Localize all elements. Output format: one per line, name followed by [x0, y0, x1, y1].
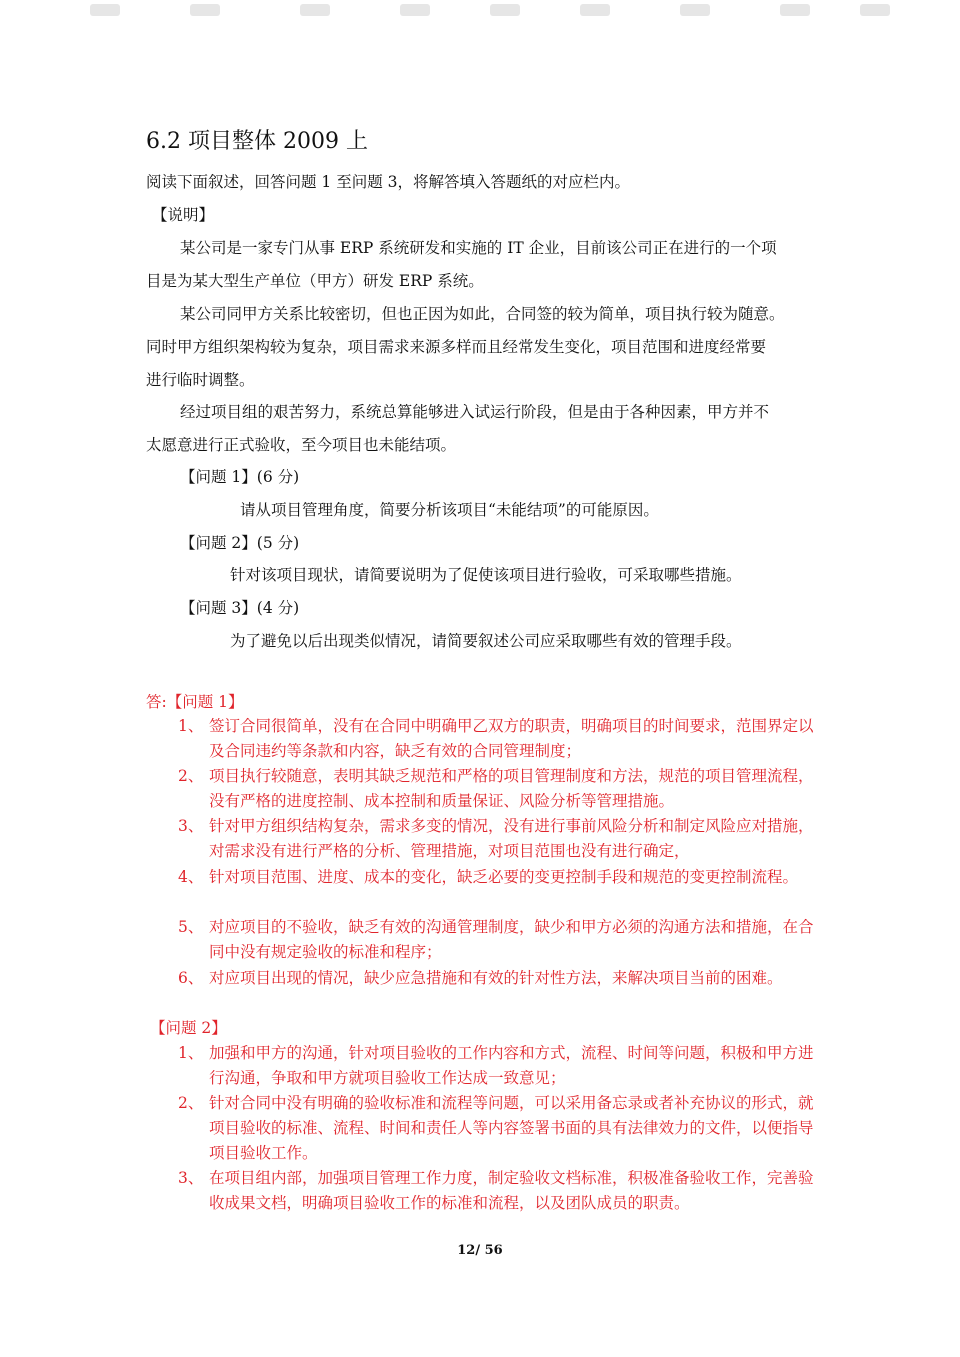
question-3-label: 【问题 3】(4 分) [180, 599, 300, 617]
item-number: 3、 [178, 817, 204, 835]
intro-text: 阅读下面叙述，回答问题 1 至问题 3，将解答填入答题纸的对应栏内。 [146, 173, 631, 191]
item-text: 对应项目的不验收，缺乏有效的沟通管理制度，缺少和甲方必须的沟通方法和措施，在合同中没有规定验收的标准和程序； [209, 918, 814, 961]
paragraph-1-line-2: 目是为某大型生产单位（甲方）研发 ERP 系统。 [146, 272, 484, 290]
question-3-text: 为了避免以后出现类似情况，请简要叙述公司应采取哪些有效的管理手段。 [230, 632, 742, 650]
item-number: 6、 [178, 969, 204, 987]
paragraph-1-line-1: 某公司是一家专门从事 ERP 系统研发和实施的 IT 企业，目前该公司正在进行的一个项 [180, 239, 777, 257]
item-text: 对应项目出现的情况，缺少应急措施和有效的针对性方法，来解决项目当前的困难。 [209, 969, 783, 987]
item-text: 针对项目范围、进度、成本的变化，缺乏必要的变更控制手段和规范的变更控制流程。 [209, 868, 799, 886]
answer-1-item [178, 966, 818, 991]
answer-1-label: 答:【问题 1】 [146, 693, 244, 711]
paragraph-2-line-3: 进行临时调整。 [146, 371, 255, 389]
watermark-strip [0, 0, 960, 30]
item-text: 在项目组内部，加强项目管理工作力度，制定验收文档标准，积极准备验收工作，完善验收成果文档，明确项目验收工作的标准和流程，以及团队成员的职责。 [209, 1169, 814, 1212]
paragraph-3-line-1: 经过项目组的艰苦努力，系统总算能够进入试运行阶段，但是由于各种因素，甲方并不 [180, 403, 770, 421]
question-2-label: 【问题 2】(5 分) [180, 534, 300, 552]
answer-2-item [178, 1166, 818, 1216]
answer-1-item [178, 814, 818, 864]
item-number: 4、 [178, 868, 204, 886]
item-text: 签订合同很简单，没有在合同中明确甲乙双方的职责，明确项目的时间要求，范围界定以及合同违约等条款和内容，缺乏有效的合同管理制度； [209, 717, 814, 760]
item-number: 1、 [178, 717, 204, 735]
item-number: 3、 [178, 1169, 204, 1187]
item-number: 5、 [178, 918, 204, 936]
item-text: 针对合同中没有明确的验收标准和流程等问题，可以采用备忘录或者补充协议的形式，就项目验收的标准、流程、时间和责任人等内容签署书面的具有法律效力的文件，以便指导项目验收工作。 [209, 1094, 814, 1162]
answer-1-item [178, 865, 818, 890]
paragraph-3-line-2: 太愿意进行正式验收，至今项目也未能结项。 [146, 436, 457, 454]
question-1-label: 【问题 1】(6 分) [180, 468, 300, 486]
paragraph-2-line-2: 同时甲方组织架构较为复杂，项目需求来源多样而且经常发生变化，项目范围和进度经常要 [146, 338, 767, 356]
item-text: 项目执行较随意，表明其缺乏规范和严格的项目管理制度和方法，规范的项目管理流程，没有严格的进度控制、成本控制和质量保证、风险分析等管理措施。 [209, 767, 814, 810]
question-1-text: 请从项目管理角度，简要分析该项目“未能结项”的可能原因。 [240, 501, 659, 519]
answer-1-item [178, 714, 818, 764]
answer-1-item [178, 915, 818, 965]
answer-2-label: 【问题 2】 [150, 1019, 227, 1037]
answer-2-item [178, 1091, 818, 1166]
page-number: 12/ 56 [457, 1243, 503, 1258]
question-2-text: 针对该项目现状，请简要说明为了促使该项目进行验收，可采取哪些措施。 [230, 566, 742, 584]
paragraph-2-line-1: 某公司同甲方关系比较密切，但也正因为如此，合同签的较为简单，项目执行较为随意。 [180, 305, 785, 323]
item-number: 2、 [178, 767, 204, 785]
explanation-label: 【说明】 [152, 206, 215, 224]
item-number: 2、 [178, 1094, 204, 1112]
answer-1-item [178, 764, 818, 814]
section-title: 6.2 项目整体 2009 上 [146, 129, 368, 154]
item-number: 1、 [178, 1044, 204, 1062]
answer-2-item [178, 1041, 818, 1091]
item-text: 针对甲方组织结构复杂，需求多变的情况，没有进行事前风险分析和制定风险应对措施，对需求没有进行严格的分析、管理措施，对项目范围也没有进行确定， [209, 817, 814, 860]
item-text: 加强和甲方的沟通，针对项目验收的工作内容和方式，流程、时间等问题，积极和甲方进行沟通，争取和甲方就项目验收工作达成一致意见； [209, 1044, 814, 1087]
